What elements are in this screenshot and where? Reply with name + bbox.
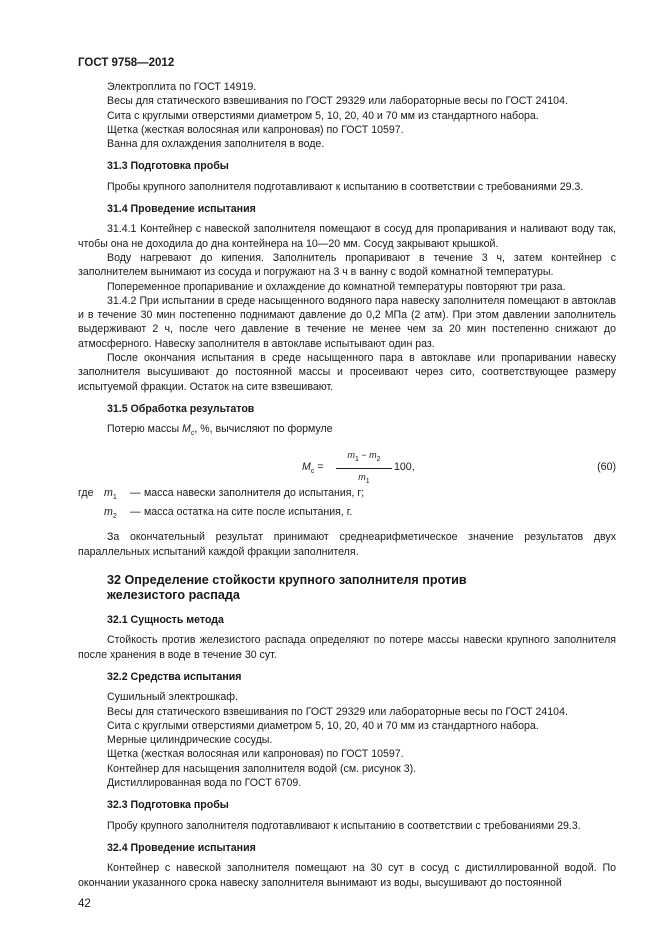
document-header: ГОСТ 9758—2012 — [78, 57, 175, 69]
paragraph: Попеременное пропаривание и охлаждение до комнатной температуры повторяют три раза. — [107, 280, 566, 293]
equipment-item: Щетка (жесткая волосяная или капроновая) по ГОСТ 10597. — [107, 123, 404, 136]
paragraph: 31.4.2 При испытании в среде насыщенного водяного пара навеску заполнителя помещают в автоклав и в течение 30 мин постепенно поднимают давление до 0,2 МПа (2 атм). При этом давлении заполнитель выдерживают 2 ч, после чего давление в течение не менее чем за 20 мин постепенно снижают до атмосферного. Навеску заполнителя в автоклаве испытывают один раз. — [78, 294, 616, 350]
equipment-item: Электроплита по ГОСТ 14919. — [107, 81, 257, 93]
paragraph: За окончательный результат принимают среднеарифметическое значение результатов двух параллельных испытаний каждой фракции заполнителя. — [78, 531, 616, 558]
paragraph: 31.4.1 Контейнер с навеской заполнителя помещают в сосуд для пропаривания и наливают воду так, чтобы она не доходила до дна контейнера на 10—20 мм. Сосуд закрывают крышкой. — [78, 223, 616, 250]
paragraph: Стойкость против железистого распада определяют по потере массы навески крупного заполнителя после хранения в воде в течение 30 сут. — [78, 634, 616, 661]
paragraph: Пробы крупного заполнителя подготавливают к испытанию в соответствии с требованиями 29.3. — [107, 180, 584, 193]
formula-numerator: $m_1 - m_2$ — [336, 448, 392, 469]
equipment-item: Щетка (жесткая волосяная или капроновая) по ГОСТ 10597. — [107, 748, 404, 761]
formula-fraction — [336, 448, 392, 489]
subsection-heading: 31.3 Подготовка пробы — [107, 160, 229, 173]
paragraph: Контейнер с навеской заполнителя помещают на 30 сут в сосуд с дистиллированной водой. По окончании указанного срока навеску заполнителя вынимают из воды, высушивают до постоянной — [78, 862, 616, 889]
formula-60 — [78, 448, 616, 486]
equipment-item: Дистиллированная вода по ГОСТ 6709. — [107, 777, 302, 790]
page-number: 42 — [78, 898, 91, 910]
equipment-item: Весы для статического взвешивания по ГОСТ 29329 или лабораторные весы по ГОСТ 24104. — [107, 95, 568, 108]
equipment-item: Сушильный электрошкаф. — [107, 691, 238, 704]
subsection-heading: 31.5 Обработка результатов — [107, 402, 255, 415]
equipment-item: Весы для статического взвешивания по ГОСТ 29329 или лабораторные весы по ГОСТ 24104. — [107, 705, 568, 718]
section-heading-32: 32 Определение стойкости крупного заполнителя против железистого распада — [107, 573, 467, 603]
equipment-item: Ванна для охлаждения заполнителя в воде. — [107, 138, 325, 151]
equipment-list-32 — [78, 690, 616, 790]
equipment-item: Сита с круглыми отверстиями диаметром 5, 10, 20, 40 и 70 мм из стандартного набора. — [107, 109, 539, 122]
formula-denominator: $m_1$ — [358, 471, 370, 485]
paragraph: Воду нагревают до кипения. Заполнитель пропаривают в течение 3 ч, затем контейнер с заполнителем вынимают из сосуда и погружают на 3 ч в ванну с водой комнатной температуры. — [78, 251, 616, 279]
subsection-heading: 32.3 Подготовка пробы — [107, 799, 229, 812]
where-item: где $m_1$ — масса навески заполнителя до испытания, г; — [78, 486, 365, 501]
subsection-heading: 31.4 Проведение испытания — [107, 203, 256, 216]
equipment-list-31 — [78, 80, 616, 151]
subsection-heading: 32.1 Сущность метода — [107, 614, 224, 627]
subsection-heading: 32.2 Средства испытания — [107, 670, 242, 683]
equation-number: (60) — [597, 460, 616, 473]
formula-tail: 100, — [394, 460, 415, 473]
paragraph: Потерю массы $M_c$, %, вычисляют по формуле — [107, 423, 333, 438]
paragraph: Пробу крупного заполнителя подготавливают к испытанию в соответствии с требованиями 29.3. — [107, 819, 581, 832]
equipment-item: Сита с круглыми отверстиями диаметром 5, 10, 20, 40 и 70 мм из стандартного набора. — [107, 719, 539, 732]
where-block — [78, 486, 616, 525]
equipment-item: Мерные цилиндрические сосуды. — [107, 734, 273, 747]
equipment-item: Контейнер для насыщения заполнителя водой (см. рисунок 3). — [107, 762, 417, 775]
page-content — [78, 80, 616, 890]
paragraph: После окончания испытания в среде насыщенного пара в автоклаве или пропаривании навеску заполнителя высушивают до постоянной массы и просеивают через сито, соответствующее размеру испытуемой фракции. Остаток на сите взвешивают. — [78, 352, 616, 393]
formula-lhs: $M_c$ = — [302, 460, 324, 475]
where-item: $m_2$ — масса остатка на сите после испытания, г. — [104, 506, 353, 521]
subsection-heading: 32.4 Проведение испытания — [107, 841, 256, 854]
